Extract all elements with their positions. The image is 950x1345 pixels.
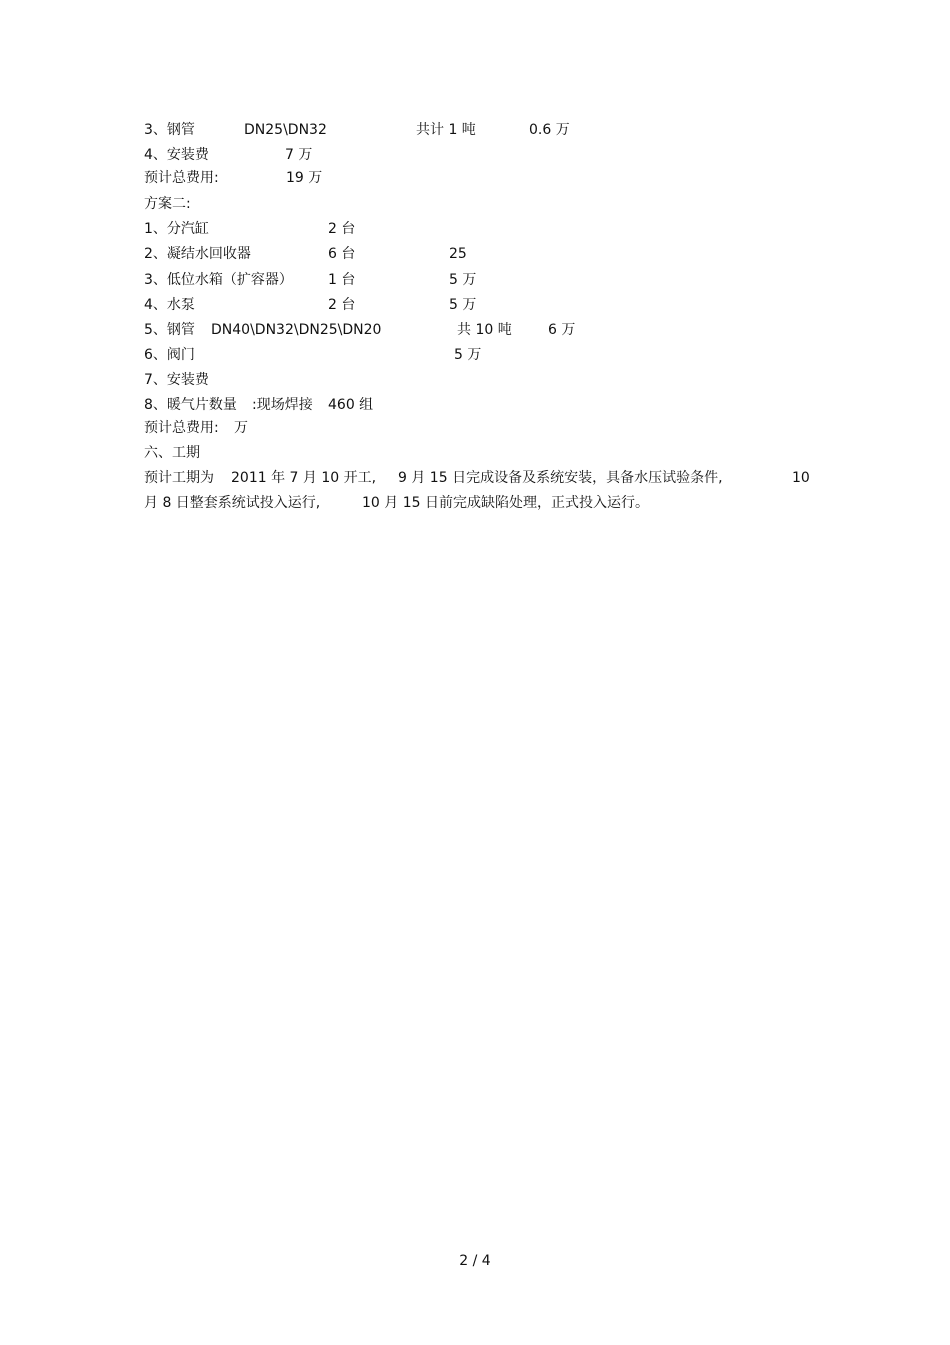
item-cost: 5 万	[449, 297, 477, 313]
item-cost: 0.6 万	[529, 122, 570, 138]
item-detail: :现场焊接	[252, 397, 313, 413]
section-title: 方案二:	[144, 196, 191, 212]
item-qty: 6 台	[328, 246, 356, 262]
item-cost: 5 万	[454, 347, 482, 363]
item-qty: 460 组	[328, 397, 374, 413]
item-name: 3、低位水箱（扩容器）	[144, 272, 293, 288]
item-qty: 共计 1 吨	[416, 122, 476, 138]
item-cost: 6 万	[548, 322, 576, 338]
item-spec: DN40\DN32\DN25\DN20	[211, 322, 382, 338]
item-cost: 25	[449, 246, 467, 262]
paragraph-line	[144, 491, 810, 516]
item-name: 5、钢管	[144, 322, 195, 338]
item-name: 2、凝结水回收器	[144, 246, 251, 262]
item-name: 6、阀门	[144, 347, 195, 363]
item-cost: 5 万	[449, 272, 477, 288]
item-name: 3、钢管	[144, 122, 195, 138]
item-name: 1、分汽缸	[144, 221, 209, 237]
total-value: 万	[234, 420, 248, 436]
item-name: 7、安装费	[144, 372, 209, 388]
text-run: 9 月 15 日完成设备及系统安装，具备水压试验条件,	[398, 470, 723, 486]
total-label: 预计总费用:	[144, 420, 219, 436]
item-qty: 2 台	[328, 221, 356, 237]
text-run: 预计工期为	[144, 470, 214, 486]
section-title: 六、工期	[144, 445, 200, 461]
text-run: 月 8 日整套系统试投入运行,	[144, 495, 321, 511]
total-label: 预计总费用:	[144, 170, 219, 186]
item-qty: 1 台	[328, 272, 356, 288]
text-run: 10 月 15 日前完成缺陷处理，正式投入运行。	[362, 495, 649, 511]
page-number: 2 / 4	[459, 1253, 491, 1269]
item-name: 4、安装费	[144, 147, 209, 163]
item-name: 8、暖气片数量	[144, 397, 237, 413]
item-spec: DN25\DN32	[244, 122, 327, 138]
item-qty: 2 台	[328, 297, 356, 313]
schedule-paragraph	[144, 466, 810, 516]
item-qty: 共 10 吨	[457, 322, 512, 338]
item-cost: 7 万	[285, 147, 313, 163]
text-run: 10	[792, 470, 810, 486]
total-value: 19 万	[286, 170, 323, 186]
item-name: 4、水泵	[144, 297, 195, 313]
text-run: 2011 年 7 月 10 开工,	[231, 470, 377, 486]
paragraph-line	[144, 466, 810, 491]
